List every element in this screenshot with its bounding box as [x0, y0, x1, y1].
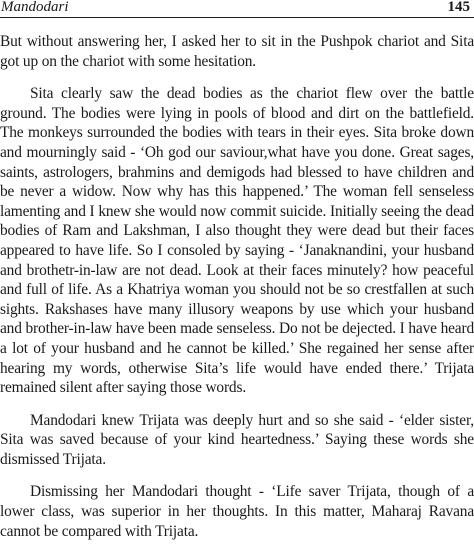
- page-header: [0, 0, 474, 16]
- paragraph-3: Mandodari knew Trijata was deeply hurt and so she said - ‘elder sister, Sita was saved because of your kind heartedness.’ Saying these words she dismissed Trijata.: [0, 411, 474, 468]
- paragraph-1: But without answering her, I asked her to sit in the Pushpok chariot and Sita got up on the chariot with some hesitation.: [0, 33, 474, 70]
- page-number: 145: [447, 0, 470, 15]
- paragraph-gap: [0, 398, 474, 411]
- header-rule: [0, 17, 474, 18]
- running-title: Mandodari: [1, 0, 69, 15]
- paragraph-gap: [0, 71, 474, 84]
- paragraph-gap: [0, 469, 474, 482]
- page-body: [0, 32, 474, 541]
- paragraph-4: Dismissing her Mandodari thought - ‘Life saver Trijata, though of a lower class, was superior in her thoughts. In this matter, Maharaj Ravana cannot be compared with Trijata.: [0, 483, 474, 540]
- paragraph-2: Sita clearly saw the dead bodies as the chariot flew over the battle ground. The bodies were lying in pools of blood and dirt on the battlefield. The monkeys surrounded the bodies with tears in their eyes. Sita broke down and mourningly said - ‘Oh god our saviour,what have you done. Great sages, saints, astrologers, brahmins and demigods had blessed to have children and be never a widow. Now why has this happened.’ The woman fell senseless lamenting and I knew she would now commit suicide. Initially seeing the dead bodies of Ram and Lakshman, I also thought they were dead but their faces appeared to have life. So I consoled by saying - ‘Janaknandini, your husband and brothetr-in-law are not dead. Look at their faces minutely? how peaceful and full of life. As a Khatriya woman you should not be so crestfallen at such sights. Rakshases have many illusory weapons by use which your husband and brother-in-law have been made senseless. Do not be dejected. I have heard a lot of your husband and he cannot be killed.’ She regained her sense after hearing my words, otherwise Sita’s life would have ended there.’ Trijata remained silent after saying those words.: [0, 85, 474, 397]
